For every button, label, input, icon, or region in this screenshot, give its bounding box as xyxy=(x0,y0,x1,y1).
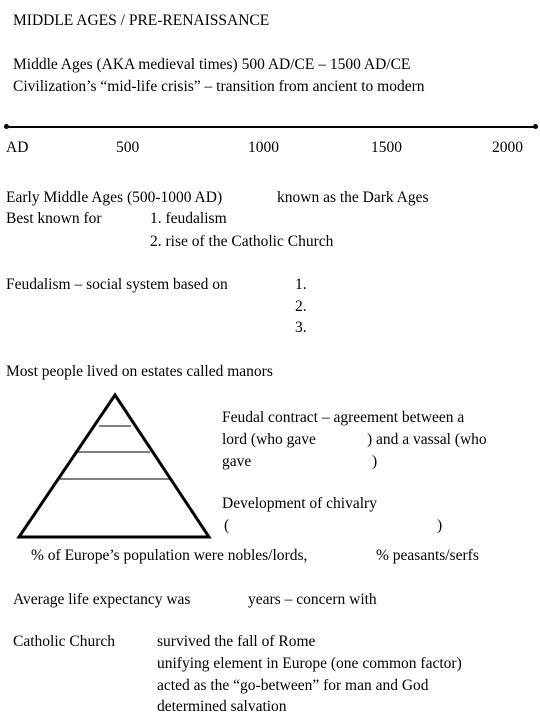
era-description: Civilization’s “mid-life crisis” – transition from ancient to modern xyxy=(13,78,425,95)
era-definition: Middle Ages (AKA medieval times) 500 AD/CE – 1500 AD/CE xyxy=(13,56,411,73)
feudal-contract-gave: gave xyxy=(222,453,252,470)
best-known-item-2: 2. rise of the Catholic Church xyxy=(150,233,334,250)
best-known-item-1: 1. feudalism xyxy=(150,210,227,227)
timeline-label-2000: 2000 xyxy=(492,139,523,156)
chivalry-heading: Development of chivalry xyxy=(222,495,377,512)
feudal-contract-vassal: ) and a vassal (who xyxy=(367,431,487,448)
best-known-label: Best known for xyxy=(6,210,102,227)
timeline-label-500: 500 xyxy=(116,139,140,156)
page-title: MIDDLE AGES / PRE-RENAISSANCE xyxy=(13,12,270,29)
chivalry-close-paren: ) xyxy=(437,517,443,534)
feudal-contract-close: ) xyxy=(372,453,378,470)
early-middle-ages-heading: Early Middle Ages (500-1000 AD) xyxy=(6,189,223,206)
population-nobles: % of Europe’s population were nobles/lords, xyxy=(31,547,308,564)
life-expectancy-concern: years – concern with xyxy=(248,591,377,608)
timeline-label-1000: 1000 xyxy=(248,139,279,156)
feudalism-definition: Feudalism – social system based on xyxy=(6,276,228,293)
church-item-2: unifying element in Europe (one common factor) xyxy=(157,655,462,672)
life-expectancy-label: Average life expectancy was xyxy=(13,591,191,608)
dark-ages-note: known as the Dark Ages xyxy=(277,189,429,206)
manors-statement: Most people lived on estates called manors xyxy=(6,363,273,380)
pyramid-outline xyxy=(19,395,209,537)
timeline-label-ad: AD xyxy=(6,139,29,156)
feudalism-blank-2: 2. xyxy=(295,298,307,315)
catholic-church-label: Catholic Church xyxy=(13,633,116,650)
feudalism-blank-1: 1. xyxy=(295,276,307,293)
feudal-contract-line-1: Feudal contract – agreement between a xyxy=(222,409,465,426)
population-peasants: % peasants/serfs xyxy=(376,547,479,564)
church-item-1: survived the fall of Rome xyxy=(157,633,316,650)
timeline-label-1500: 1500 xyxy=(371,139,402,156)
feudal-contract-lord: lord (who gave xyxy=(222,431,316,448)
feudalism-blank-3: 3. xyxy=(295,319,307,336)
chivalry-open-paren: ( xyxy=(224,517,230,534)
church-item-3: acted as the “go-between” for man and God xyxy=(157,677,429,694)
church-item-4: determined salvation xyxy=(157,698,287,715)
